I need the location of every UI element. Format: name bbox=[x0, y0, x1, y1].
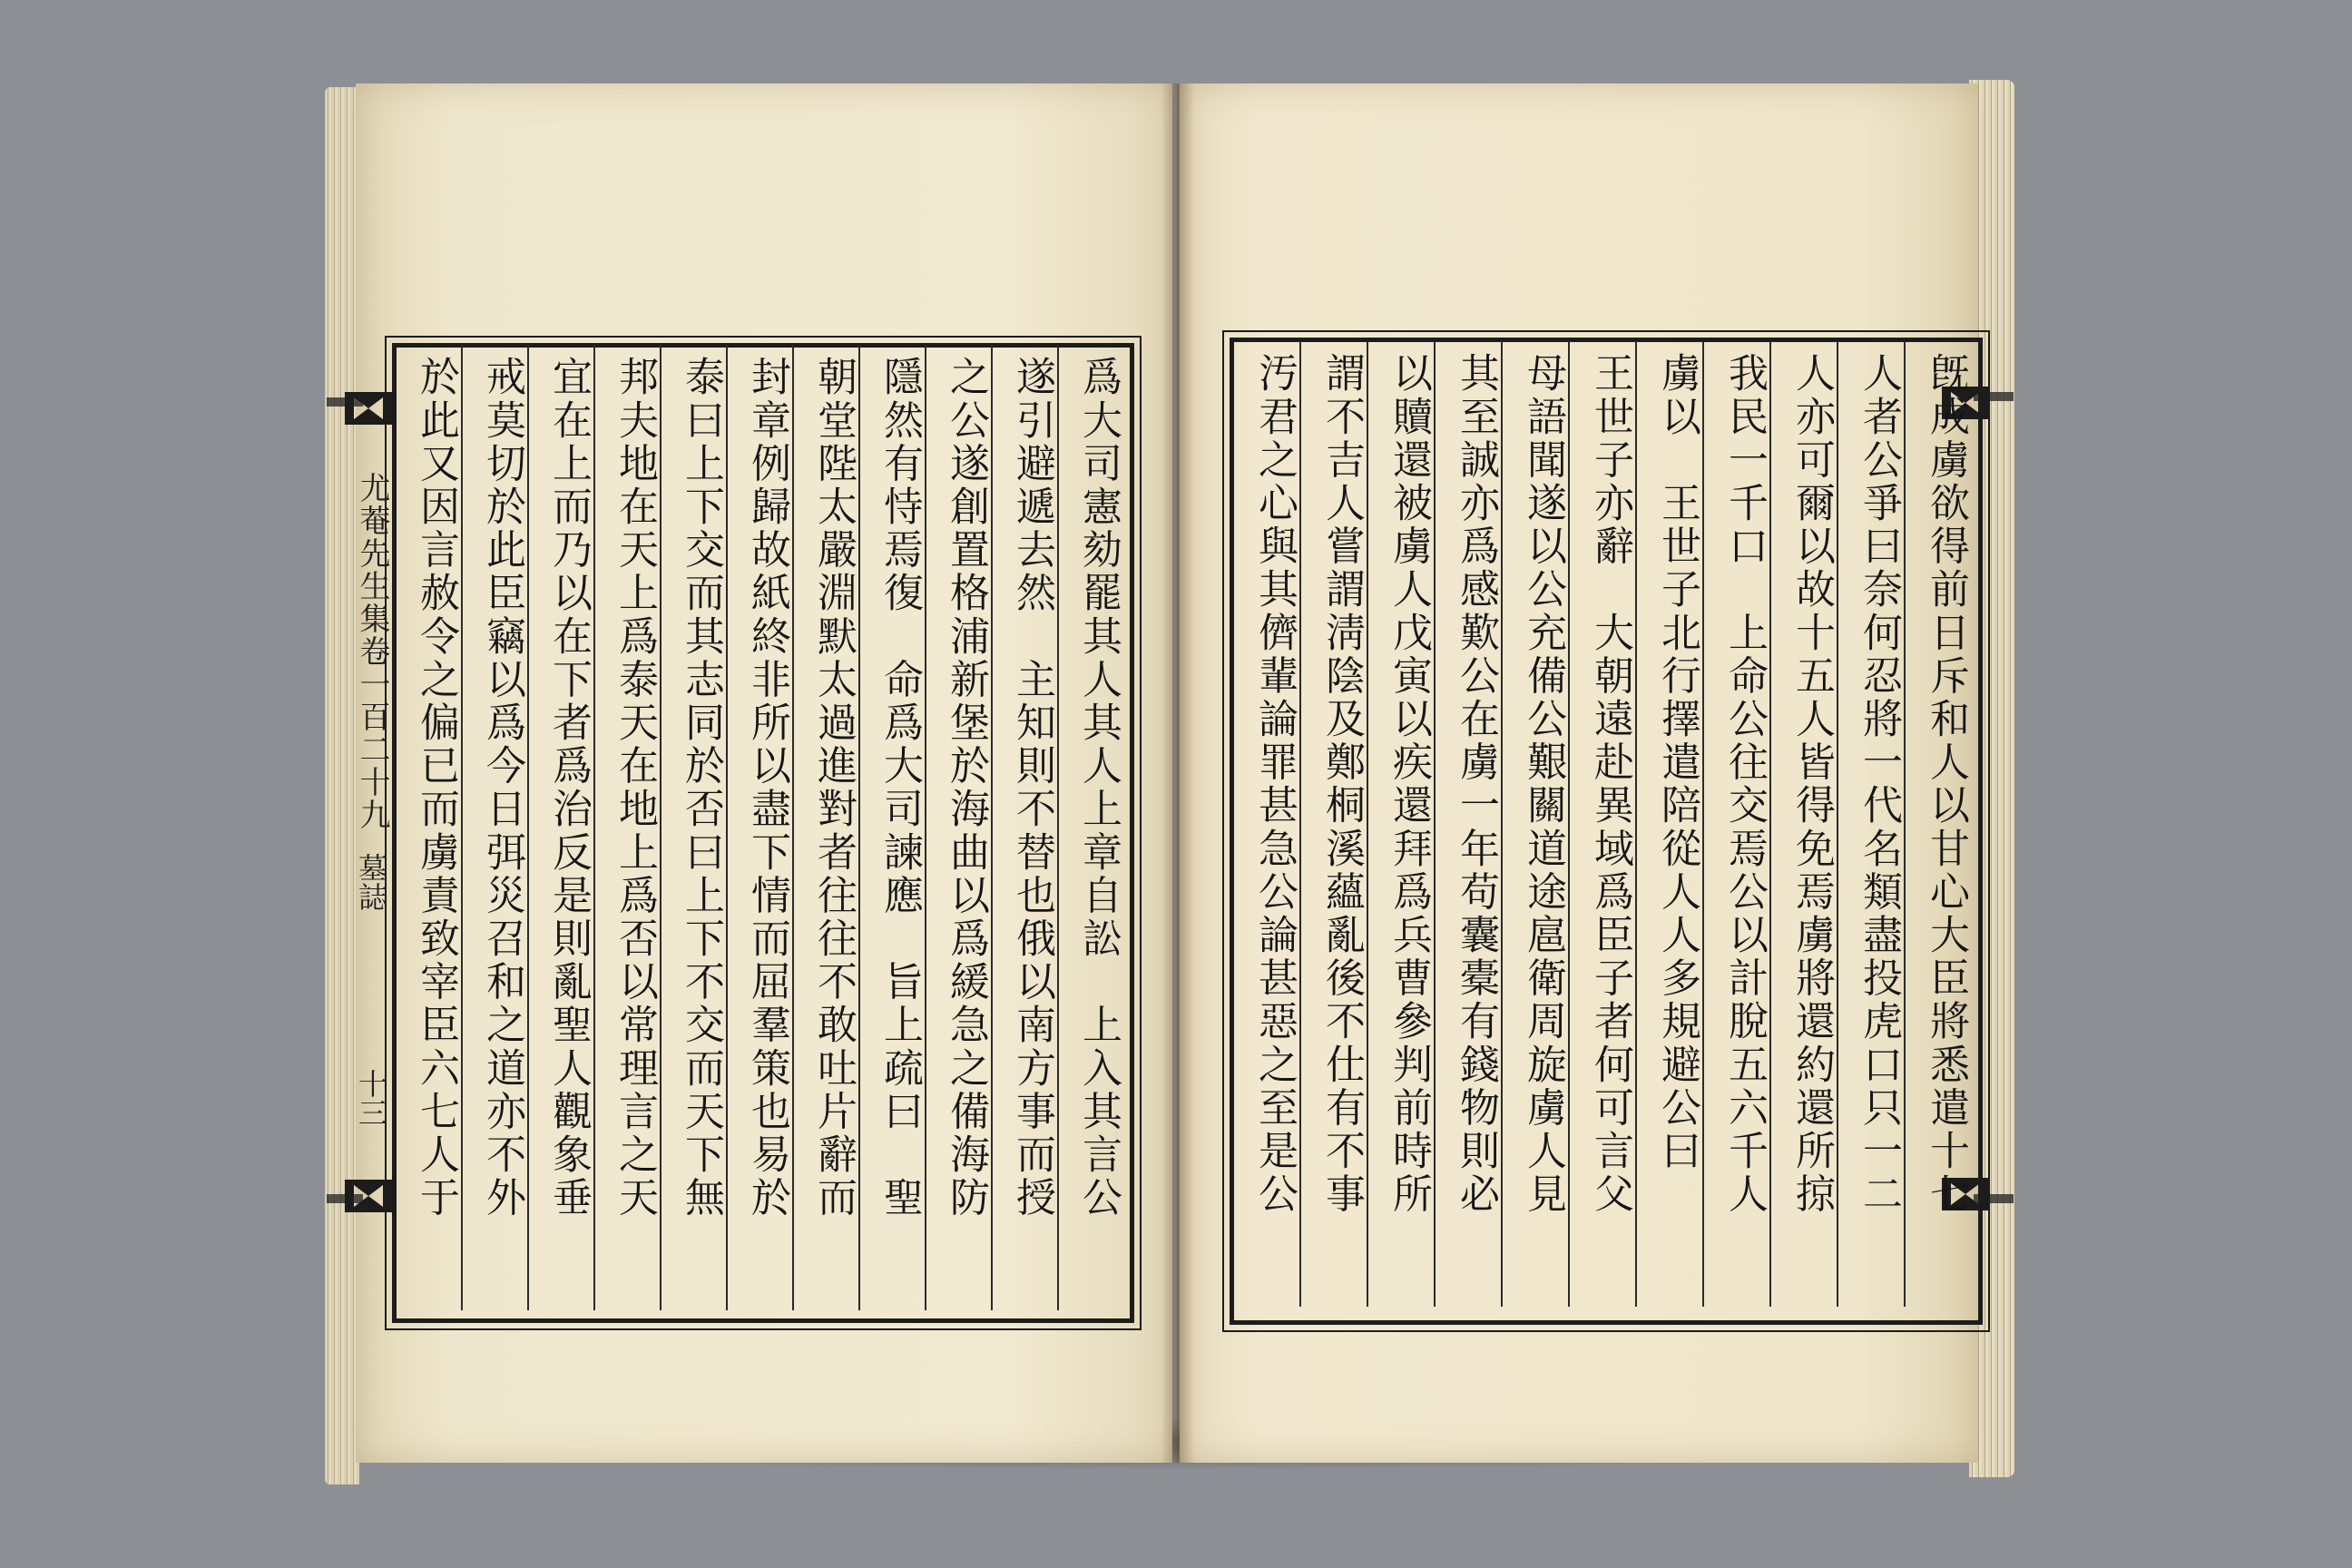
column-rule bbox=[1904, 341, 1906, 1307]
text-column: 以贖還被虜人戊寅以疾還拜爲兵曹參判前時所 bbox=[1386, 352, 1432, 1216]
column-rule bbox=[1367, 341, 1368, 1307]
column-rule bbox=[1299, 341, 1301, 1307]
text-column: 虜以 王世子北行擇遣陪從人人多規避公曰 bbox=[1654, 352, 1700, 1173]
text-column: 遂引避遞去然 主知則不替也俄以南方事而授 bbox=[1009, 356, 1055, 1220]
text-column: 人者公爭曰奈何忍將一代名類盡投虎口只一二 bbox=[1856, 352, 1902, 1216]
column-rule bbox=[858, 345, 860, 1310]
column-rule bbox=[1501, 341, 1503, 1307]
column-rule bbox=[1568, 341, 1570, 1307]
column-rule bbox=[527, 345, 529, 1310]
column-rule bbox=[1769, 341, 1771, 1307]
text-column: 王世子亦辭 大朝遠赴異域爲臣子者何可言父 bbox=[1587, 352, 1633, 1216]
margin-section-title: 墓誌 bbox=[354, 853, 388, 911]
text-column: 於此又因言赦令之偏已而虜責致宰臣六七人于 bbox=[413, 356, 459, 1220]
column-rule bbox=[726, 345, 728, 1310]
text-column: 宜在上而乃以在下者爲治反是則亂聖人觀象垂 bbox=[545, 356, 592, 1220]
column-rule bbox=[991, 345, 993, 1310]
text-column: 隱然有恃焉復 命爲大司諫應 旨上疏曰 聖 bbox=[877, 356, 923, 1220]
column-rule bbox=[1837, 341, 1838, 1307]
column-rule bbox=[1434, 341, 1436, 1307]
text-column: 旣成虜欲得前日斥和人以甘心大臣將悉遣十七 bbox=[1923, 352, 1969, 1216]
margin-book-title: 尤菴先生集卷一百二十九 bbox=[354, 472, 390, 831]
text-column: 封章例歸故紙終非所以盡下情而屈羣策也易於 bbox=[744, 356, 790, 1220]
column-rule bbox=[1635, 341, 1637, 1307]
column-rule bbox=[792, 345, 794, 1310]
column-rule bbox=[925, 345, 926, 1310]
text-column: 戒莫切於此臣竊以爲今日弭災召和之道亦不外 bbox=[479, 356, 525, 1220]
text-column: 人亦可爾以故十五人皆得免焉虜將還約還所掠 bbox=[1788, 352, 1835, 1216]
text-column: 母語聞遂以公充備公艱關道途扈衛周旋虜人見 bbox=[1520, 352, 1566, 1216]
text-column: 泰曰上下交而其志同於否曰上下不交而天下無 bbox=[678, 356, 724, 1220]
column-rule bbox=[1057, 345, 1059, 1310]
fish-tail-mark-icon bbox=[345, 1180, 392, 1212]
text-column: 汚君之心與其儕輩論罪甚急公論甚惡之至是公 bbox=[1251, 352, 1298, 1216]
text-column: 其至誠亦爲感歎公在虜一年苟囊橐有錢物則必 bbox=[1453, 352, 1499, 1216]
column-rule bbox=[593, 345, 595, 1310]
column-rule bbox=[461, 345, 463, 1310]
text-column: 我民一千口 上命公往交焉公以計脫五六千人 bbox=[1721, 352, 1768, 1216]
text-column: 之公遂創置格浦新堡於海曲以爲緩急之備海防 bbox=[943, 356, 989, 1220]
text-column: 邦夫地在天上爲泰天在地上爲否以常理言之天 bbox=[612, 356, 658, 1220]
column-rule bbox=[1702, 341, 1704, 1307]
margin-page-number: 十三 bbox=[354, 1069, 388, 1127]
text-column: 謂不吉人嘗謂淸陰及鄭桐溪蘊亂後不仕有不事 bbox=[1318, 352, 1365, 1216]
column-rule bbox=[660, 345, 662, 1310]
text-column: 朝堂陛太嚴淵默太過進對者往往不敢吐片辭而 bbox=[810, 356, 857, 1220]
fish-tail-mark-icon bbox=[345, 392, 392, 425]
text-column: 爲大司憲劾罷其人其人上章自訟 上入其言公 bbox=[1075, 356, 1122, 1220]
book-gutter bbox=[1161, 83, 1194, 1463]
